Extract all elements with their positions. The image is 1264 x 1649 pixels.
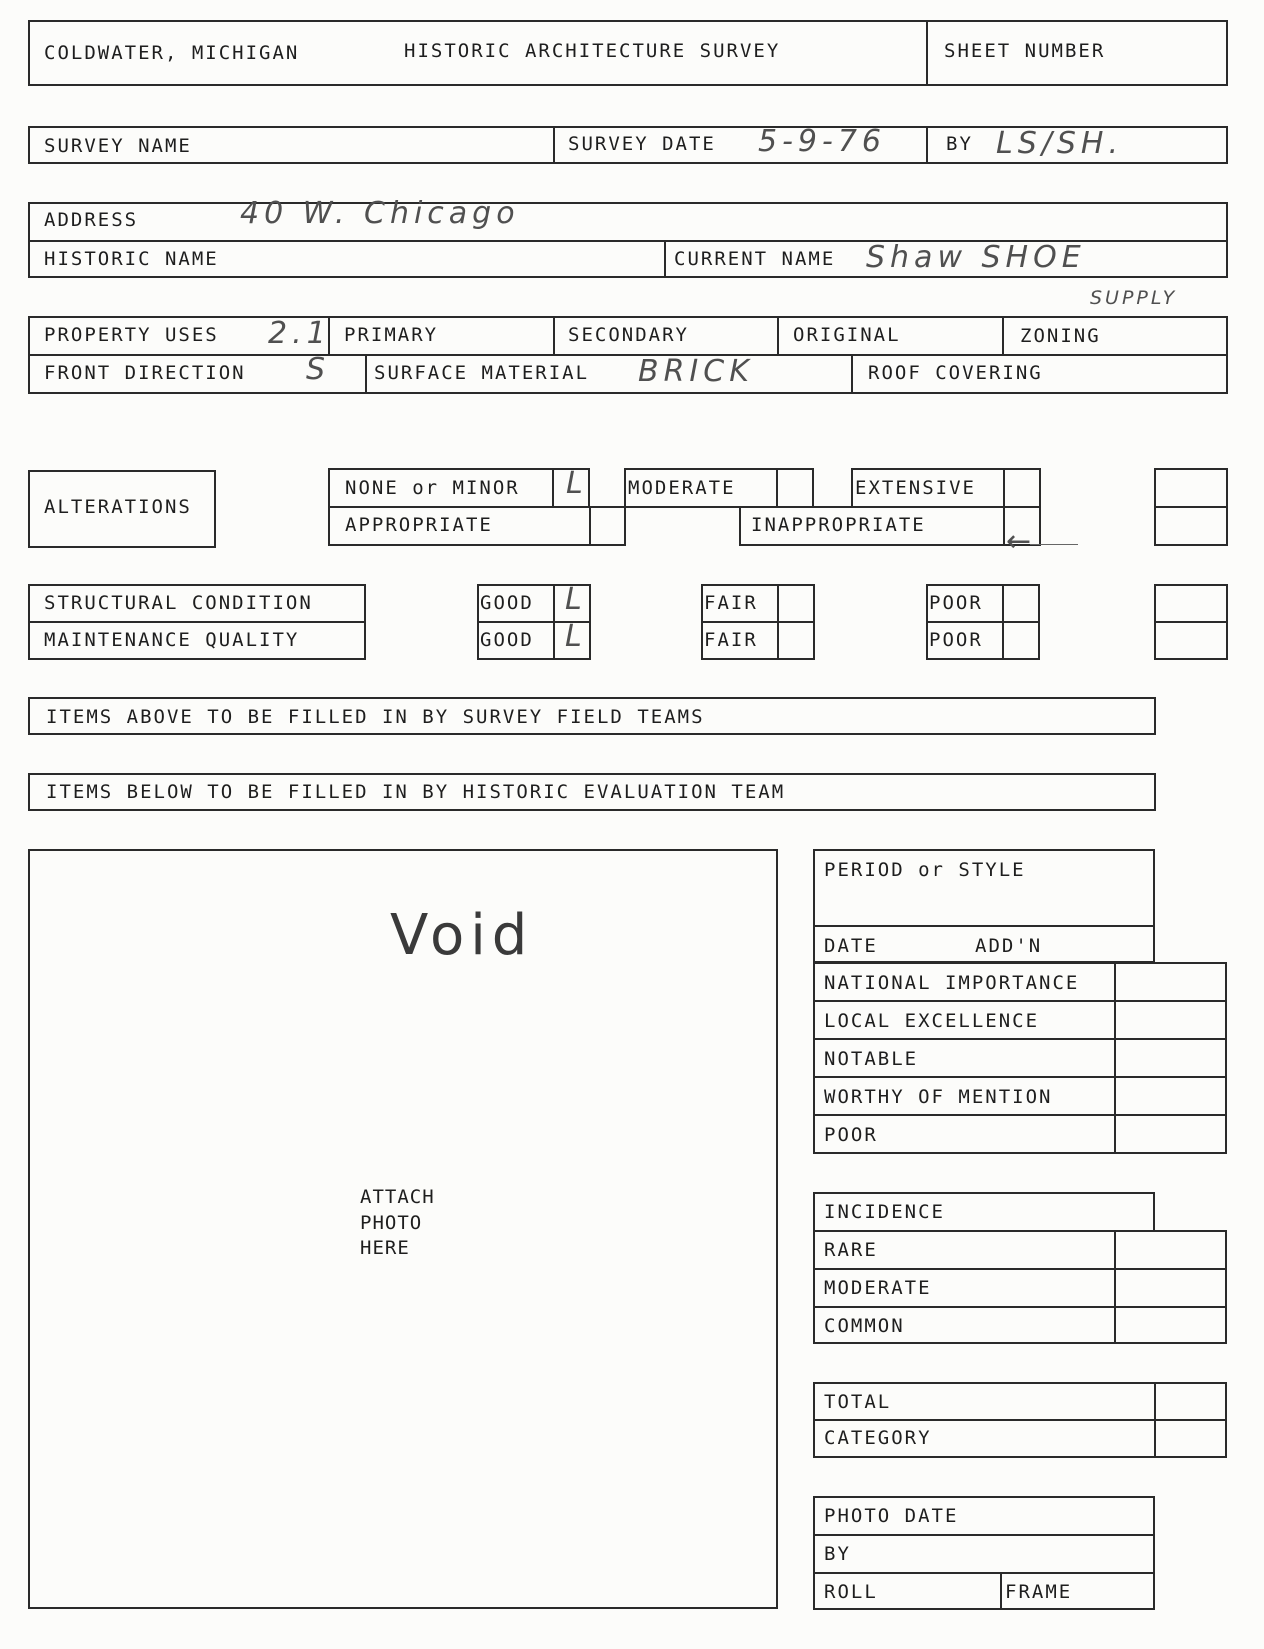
note-above-text: ITEMS ABOVE TO BE FILLED IN BY SURVEY FIELD TEAMS xyxy=(46,706,705,728)
maintenance-good-label: GOOD xyxy=(480,629,534,651)
none-minor-label: NONE or MINOR xyxy=(345,477,520,499)
attach-photo-line3: HERE xyxy=(360,1237,410,1259)
current-name-value[interactable]: Shaw SHOE xyxy=(866,240,1086,275)
total-label: TOTAL xyxy=(824,1391,892,1413)
alterations-score-divider xyxy=(1154,506,1228,508)
current-name-divider xyxy=(664,240,666,278)
photo-info-row-2 xyxy=(813,1572,1155,1574)
survey-by-label: BY xyxy=(946,133,973,155)
historic-name-label: HISTORIC NAME xyxy=(44,248,219,270)
worthy-of-mention-label: WORTHY OF MENTION xyxy=(824,1086,1053,1108)
condition-label-divider xyxy=(28,621,366,623)
national-importance-label: NATIONAL IMPORTANCE xyxy=(824,972,1080,994)
appropriate-label: APPROPRIATE xyxy=(345,514,493,536)
roll-label: ROLL xyxy=(824,1581,878,1603)
date-label: DATE xyxy=(824,935,878,957)
property-uses-value[interactable]: 2.1 xyxy=(268,316,331,351)
address-label: ADDRESS xyxy=(44,209,139,231)
moderate-label: MODERATE xyxy=(628,477,736,499)
none-minor-mark[interactable]: L xyxy=(566,466,588,501)
inappropriate-mark[interactable]: ← xyxy=(1006,524,1032,559)
poor-divider xyxy=(926,621,1040,623)
structural-poor-label: POOR xyxy=(929,592,983,614)
property-div-5 xyxy=(365,354,367,394)
moderate-check-divider xyxy=(776,468,778,508)
property-div-3 xyxy=(777,316,779,354)
roof-covering-label: ROOF COVERING xyxy=(868,362,1043,384)
property-div-2 xyxy=(553,316,555,354)
incidence-score-divider xyxy=(1114,1230,1116,1344)
incidence-moderate-label: MODERATE xyxy=(824,1277,932,1299)
header-divider xyxy=(926,20,928,86)
photo-by-label: BY xyxy=(824,1543,851,1565)
note-below-text: ITEMS BELOW TO BE FILLED IN BY HISTORIC EVALUATION TEAM xyxy=(46,781,786,803)
inappropriate-check-divider xyxy=(1003,506,1005,546)
maintenance-fair-label: FAIR xyxy=(704,629,758,651)
incidence-row-1 xyxy=(813,1268,1227,1270)
structural-condition-label: STRUCTURAL CONDITION xyxy=(44,592,313,614)
rare-label: RARE xyxy=(824,1239,878,1261)
property-uses-label: PROPERTY USES xyxy=(44,324,219,346)
survey-divider-2 xyxy=(926,126,928,164)
importance-row-4 xyxy=(813,1114,1227,1116)
attach-photo-line1: ATTACH xyxy=(360,1186,435,1208)
photo-info-row-1 xyxy=(813,1534,1155,1536)
inappropriate-label: INAPPROPRIATE xyxy=(751,514,926,536)
totals-score-divider xyxy=(1154,1382,1156,1458)
appropriate-check-divider xyxy=(589,506,591,546)
current-name-label: CURRENT NAME xyxy=(674,248,836,270)
common-label: COMMON xyxy=(824,1315,905,1337)
local-excellence-label: LOCAL EXCELLENCE xyxy=(824,1010,1040,1032)
survey-by-value[interactable]: LS/SH. xyxy=(996,126,1124,161)
poor-evaluation-label: POOR xyxy=(824,1124,878,1146)
maintenance-poor-label: POOR xyxy=(929,629,983,651)
address-value[interactable]: 40 W. Chicago xyxy=(240,196,520,231)
incidence-label: INCIDENCE xyxy=(824,1201,945,1223)
good-check-divider xyxy=(553,584,555,660)
none-minor-check-divider xyxy=(552,468,554,508)
poor-check-divider xyxy=(1002,584,1004,660)
zoning-label: ZONING xyxy=(1020,325,1101,347)
survey-date-value[interactable]: 5-9-76 xyxy=(758,124,886,159)
current-name-value-cont[interactable]: SUPPLY xyxy=(1090,287,1178,309)
photo-date-label: PHOTO DATE xyxy=(824,1505,959,1527)
structural-fair-label: FAIR xyxy=(704,592,758,614)
inappropriate-mark-tail xyxy=(1030,544,1078,545)
original-label: ORIGINAL xyxy=(793,324,901,346)
secondary-label: SECONDARY xyxy=(568,324,689,346)
category-label: CATEGORY xyxy=(824,1427,932,1449)
importance-row-3 xyxy=(813,1076,1227,1078)
fair-divider xyxy=(701,621,815,623)
property-row-divider xyxy=(28,354,1228,356)
surface-material-value[interactable]: BRICK xyxy=(638,354,754,389)
attach-photo-line2: PHOTO xyxy=(360,1212,423,1234)
condition-score-divider xyxy=(1154,621,1228,623)
extensive-label: EXTENSIVE xyxy=(855,477,976,499)
maintenance-good-mark[interactable]: L xyxy=(565,619,587,654)
front-direction-label: FRONT DIRECTION xyxy=(44,362,246,384)
void-handwriting: Void xyxy=(390,903,534,968)
fair-check-divider xyxy=(777,584,779,660)
addn-label: ADD'N xyxy=(975,935,1043,957)
alterations-label: ALTERATIONS xyxy=(44,496,192,518)
structural-good-label: GOOD xyxy=(480,592,534,614)
importance-row-1 xyxy=(813,1000,1227,1002)
totals-divider xyxy=(813,1419,1227,1421)
importance-row-2 xyxy=(813,1038,1227,1040)
roll-frame-divider xyxy=(1000,1572,1002,1610)
sheet-number-label: SHEET NUMBER xyxy=(944,40,1106,62)
city-label: COLDWATER, MICHIGAN xyxy=(44,42,300,64)
property-div-4 xyxy=(1002,316,1004,354)
period-style-divider xyxy=(813,925,1155,927)
notable-label: NOTABLE xyxy=(824,1048,919,1070)
survey-date-label: SURVEY DATE xyxy=(568,133,716,155)
extensive-check-divider xyxy=(1003,468,1005,508)
front-direction-value[interactable]: S xyxy=(306,352,331,387)
importance-score-divider xyxy=(1114,962,1116,1154)
form-title: HISTORIC ARCHITECTURE SURVEY xyxy=(404,40,781,62)
frame-label: FRAME xyxy=(1005,1581,1073,1603)
surface-material-label: SURFACE MATERIAL xyxy=(374,362,590,384)
survey-name-label: SURVEY NAME xyxy=(44,135,192,157)
incidence-row-2 xyxy=(813,1306,1227,1308)
maintenance-quality-label: MAINTENANCE QUALITY xyxy=(44,629,300,651)
survey-divider-1 xyxy=(553,126,555,164)
property-div-6 xyxy=(851,354,853,394)
structural-good-mark[interactable]: L xyxy=(565,582,587,617)
period-style-label: PERIOD or STYLE xyxy=(824,859,1026,881)
primary-label: PRIMARY xyxy=(344,324,439,346)
